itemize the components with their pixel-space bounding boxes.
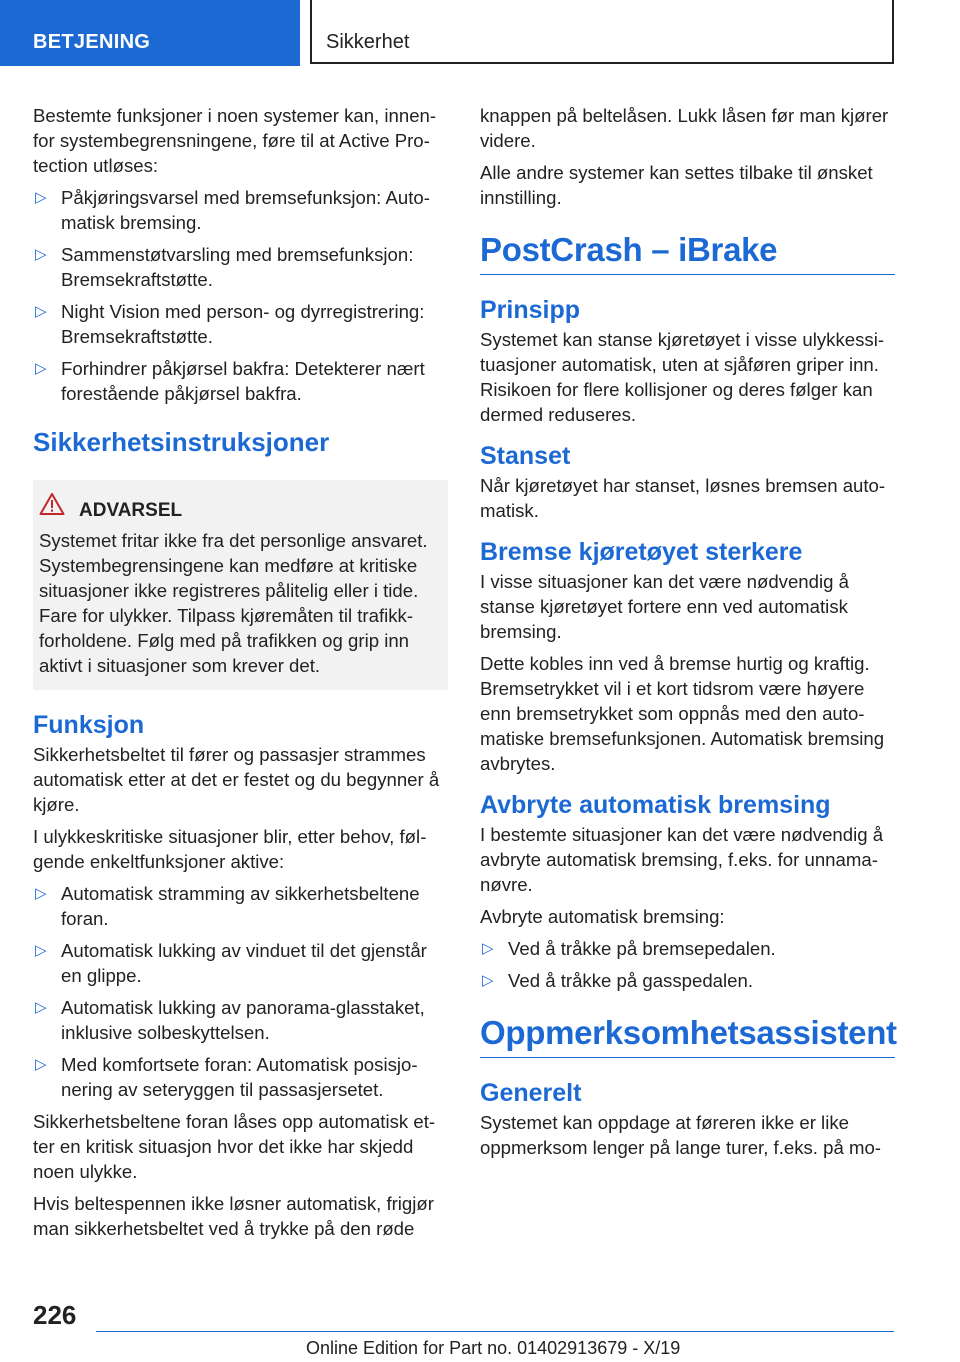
- function-heading: Funksjon: [33, 711, 145, 739]
- list-item: ▷ Med komfortsete foran: Automatisk posisjonering av seteryggen til passasjersetet.: [35, 1054, 418, 1100]
- principle-paragraph: Systemet kan stanse kjøretøyet i visse ulykkessituasjoner automatisk, uten at sjåføren griper inn. Risikoen for flere kollisjoner og deres følger kan dermed reduseres.: [480, 329, 885, 425]
- section-tab: [0, 0, 300, 66]
- triangle-bullet-icon: ▷: [482, 972, 494, 989]
- function-paragraph: Hvis beltespennen ikke løsner automatisk, frigjør man sikkerhetsbeltet ved å trykke på den røde: [33, 1193, 434, 1239]
- list-item: ▷ Sammenstøtvarsling med bremsefunksjon: Bremsekraftstøtte.: [35, 244, 414, 290]
- brake-paragraph: Dette kobles inn ved å bremse hurtig og kraftig. Bremsetrykket vil i et kort tidsrom være høyere enn bremsetrykket som oppnås med den automatiske bremsefunksjonen. Automatisk bremsing avbrytes.: [480, 653, 885, 774]
- function-paragraph: Sikkerhetsbeltene foran låses opp automatisk etter en kritisk situasjon hvor det ikke har skjedd noen ulykke.: [33, 1111, 436, 1182]
- right-column: [480, 103, 895, 1167]
- triangle-bullet-icon: ▷: [35, 360, 47, 377]
- chapter-header: [310, 0, 894, 64]
- function-list: [33, 881, 448, 1102]
- warning-box: [33, 480, 448, 690]
- triangle-bullet-icon: ▷: [35, 189, 47, 206]
- section-title: BETJENING: [33, 31, 151, 53]
- footer-edition: Online Edition for Part no. 01402913679 - X/19: [306, 1338, 681, 1358]
- principle-heading: Prinsipp: [480, 296, 581, 324]
- triangle-bullet-icon: ▷: [35, 942, 47, 959]
- list-item: ▷ Forhindrer påkjørsel bakfra: Detekterer nært forestående påkjørsel bakfra.: [35, 358, 425, 404]
- continued-paragraph: knappen på beltelåsen. Lukk låsen før man kjører videre.: [480, 105, 889, 151]
- page-number: 226: [33, 1300, 77, 1330]
- stopped-paragraph: Når kjøretøyet har stanset, løsnes bremsen automatisk.: [480, 475, 886, 521]
- intro-paragraph: Bestemte funksjoner i noen systemer kan, innenfor systembegrensningene, føre til at Active Protection utløses:: [33, 105, 437, 176]
- triangle-bullet-icon: ▷: [35, 885, 47, 902]
- continued-paragraph: Alle andre systemer kan settes tilbake til ønsket innstilling.: [480, 162, 873, 208]
- brake-harder-heading: Bremse kjøretøyet sterkere: [480, 538, 803, 566]
- function-paragraph: I ulykkeskritiske situasjoner blir, etter behov, følgende enkeltfunksjoner aktive:: [33, 826, 427, 872]
- abort-list: [480, 936, 895, 993]
- general-paragraph: Systemet kan oppdage at føreren ikke er like oppmerksom lenger på lange turer, f.eks. på mo-: [480, 1112, 881, 1158]
- triangle-bullet-icon: ▷: [35, 303, 47, 320]
- abort-paragraph: I bestemte situasjoner kan det være nødvendig å avbryte automatisk bremsing, f.eks. for unnamanøvre.: [480, 824, 884, 895]
- safety-heading: Sikkerhetsinstruksjoner: [33, 427, 330, 457]
- attention-assistant-heading: Oppmerksomhetsassistent: [480, 1013, 895, 1058]
- list-item: ▷ Ved å tråkke på bremsepedalen.: [482, 938, 776, 959]
- triangle-bullet-icon: ▷: [482, 940, 494, 957]
- list-item: ▷ Automatisk lukking av panorama-glasstaket, inklusive solbeskyttelsen.: [35, 997, 425, 1043]
- list-item: ▷ Ved å tråkke på gasspedalen.: [482, 970, 753, 991]
- warning-triangle-icon: [39, 492, 65, 523]
- chapter-title: Sikkerhet: [326, 31, 410, 53]
- abort-paragraph: Avbryte automatisk bremsing:: [480, 906, 725, 927]
- abort-braking-heading: Avbryte automatisk bremsing: [480, 791, 831, 819]
- footer-divider: [96, 1331, 894, 1332]
- general-heading: Generelt: [480, 1079, 582, 1107]
- postcrash-heading: PostCrash – iBrake: [480, 230, 895, 275]
- list-item: ▷ Night Vision med person- og dyrregistrering: Bremsekraftstøtte.: [35, 301, 425, 347]
- list-item: ▷ Automatisk stramming av sikkerhetsbeltene foran.: [35, 883, 420, 929]
- triangle-bullet-icon: ▷: [35, 246, 47, 263]
- triangle-bullet-icon: ▷: [35, 1056, 47, 1073]
- warning-title: ADVARSEL: [39, 498, 442, 523]
- stopped-heading: Stanset: [480, 442, 571, 470]
- left-column: [33, 103, 448, 1248]
- list-item: ▷ Automatisk lukking av vinduet til det gjenstår en glippe.: [35, 940, 427, 986]
- list-item: ▷ Påkjøringsvarsel med bremsefunksjon: Automatisk bremsing.: [35, 187, 430, 233]
- intro-list: [33, 185, 448, 406]
- function-paragraph: Sikkerhetsbeltet til fører og passasjer strammes automatisk etter at det er festet og du begynner å kjøre.: [33, 744, 440, 815]
- warning-text: Systemet fritar ikke fra det personlige ansvaret. Systembegrensingene kan medføre at kritiske situasjoner ikke registreres pålitelig eller i tide. Fare for ulykker. Tilpass kjøremåten til trafikkforholdene. Følg med på trafikken og grip inn aktivt i situasjoner som krever det.: [39, 530, 428, 676]
- triangle-bullet-icon: ▷: [35, 999, 47, 1016]
- brake-paragraph: I visse situasjoner kan det være nødvendig å stanse kjøretøyet fortere enn ved automatisk bremsing.: [480, 571, 849, 642]
